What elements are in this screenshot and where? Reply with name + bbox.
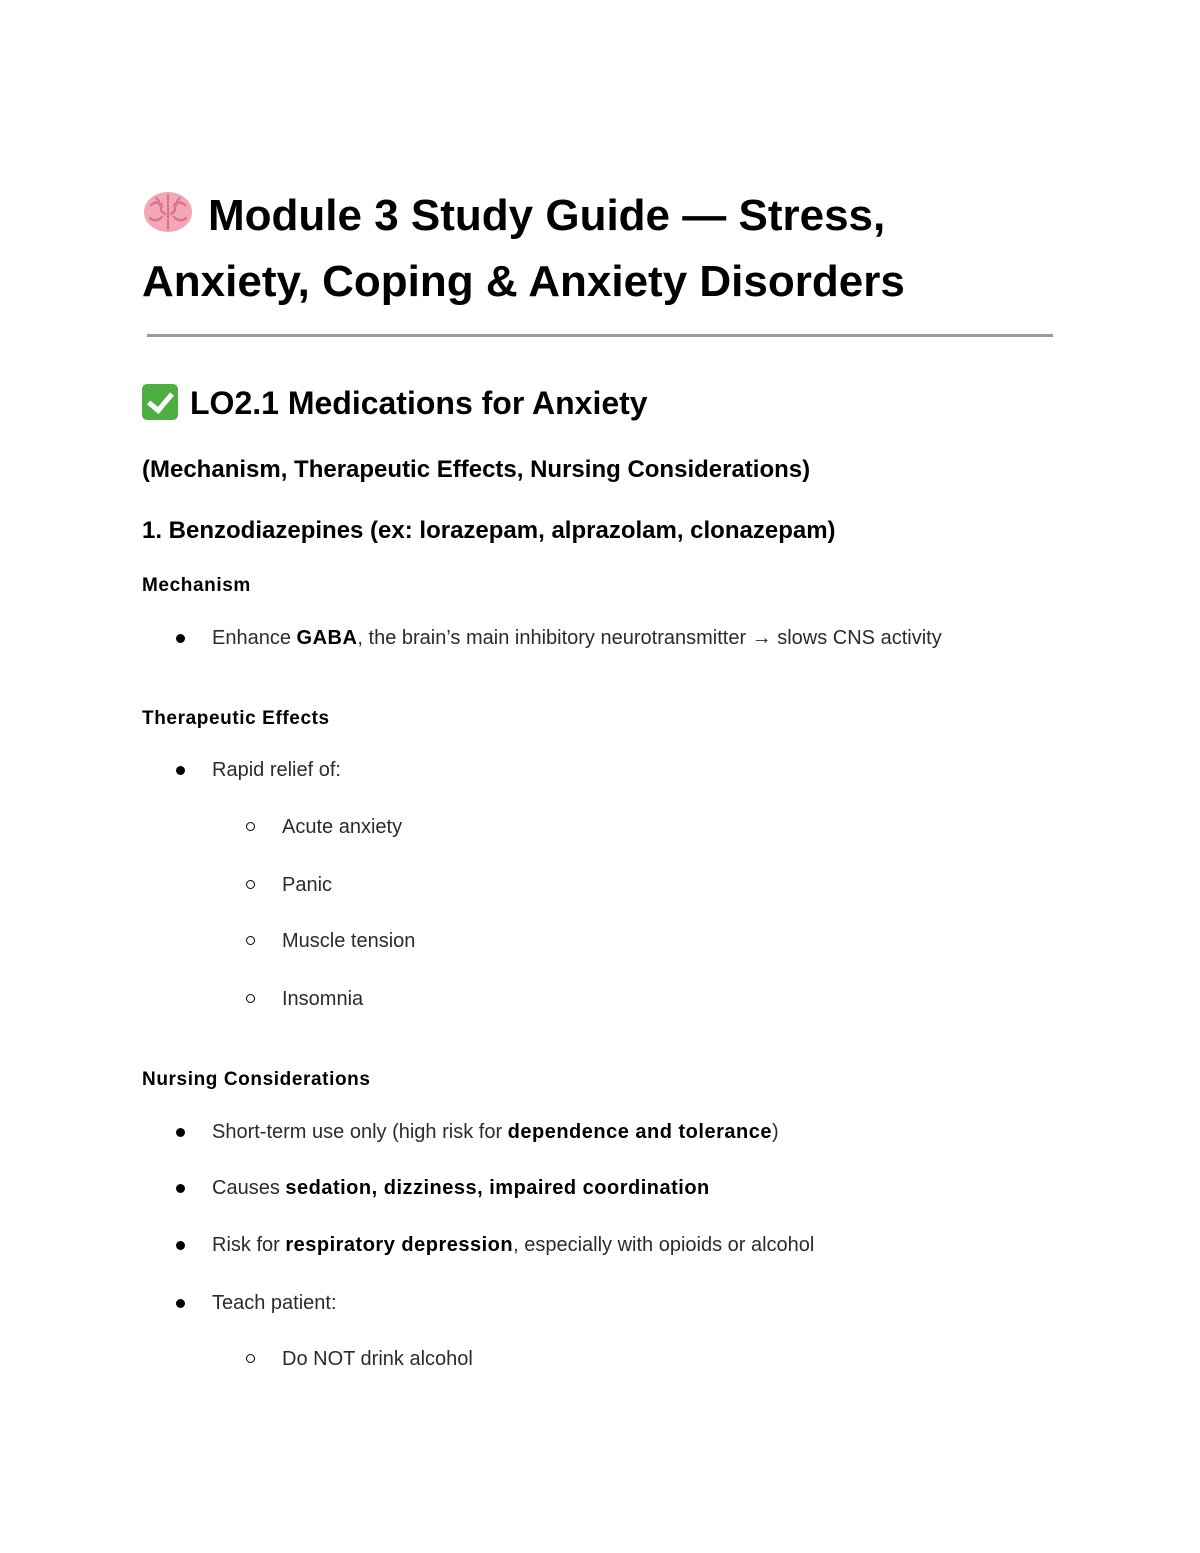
page-title-text-1: Module 3 Study Guide — Stress,	[208, 191, 886, 240]
list-item-bold: GABA	[296, 627, 358, 649]
list-item-text: Causes	[212, 1177, 286, 1199]
section-heading	[142, 383, 648, 423]
page-title	[142, 185, 1102, 312]
list-item-bold: dependence and tolerance	[507, 1121, 772, 1143]
list-item-bold: sedation, dizziness, impaired coordination	[285, 1177, 710, 1199]
bullet-icon	[176, 766, 185, 775]
brain-icon	[142, 189, 194, 251]
sub-list-item	[282, 1346, 473, 1372]
list-item-text: Teach patient:	[212, 1292, 337, 1314]
hollow-bullet-icon	[246, 880, 255, 889]
bullet-icon	[176, 1184, 185, 1193]
list-item-text: , especially with opioids or alcohol	[513, 1234, 815, 1256]
section-subtitle: (Mechanism, Therapeutic Effects, Nursing Considerations)	[142, 456, 811, 483]
page-title-line-2: Anxiety, Coping & Anxiety Disorders	[142, 257, 905, 306]
bullet-icon	[176, 1128, 185, 1137]
sub-list-item-text: Panic	[282, 874, 333, 896]
sub-list-item	[282, 928, 415, 954]
list-item	[212, 1232, 814, 1258]
hollow-bullet-icon	[246, 822, 255, 831]
hollow-bullet-icon	[246, 936, 255, 945]
section-heading-text: LO2.1 Medications for Anxiety	[190, 385, 648, 421]
list-item-text: Short-term use only (high risk for	[212, 1121, 508, 1143]
therapeutic-effects-heading: Therapeutic Effects	[142, 708, 330, 729]
list-item-bold: respiratory depression	[285, 1234, 514, 1256]
sub-list-item	[282, 872, 332, 898]
sub-list-item-text: Acute anxiety	[282, 816, 403, 838]
hollow-bullet-icon	[246, 994, 255, 1003]
drug-class-heading: 1. Benzodiazepines (ex: lorazepam, alprazolam, clonazepam)	[142, 517, 836, 544]
sub-list-item-text: Insomnia	[282, 988, 364, 1010]
list-item	[212, 757, 341, 783]
page-title-line-1	[142, 185, 1102, 251]
list-item	[212, 1175, 710, 1201]
list-item-text: )	[771, 1121, 779, 1143]
list-item	[212, 1290, 337, 1316]
mechanism-heading: Mechanism	[142, 575, 251, 596]
hollow-bullet-icon	[246, 1354, 255, 1363]
bullet-icon	[176, 1299, 185, 1308]
list-item-text: Rapid relief of:	[212, 759, 341, 781]
list-item-text: Risk for	[212, 1234, 286, 1256]
sub-list-item	[282, 814, 402, 840]
bullet-icon	[176, 1241, 185, 1250]
nursing-considerations-heading: Nursing Considerations	[142, 1069, 371, 1090]
bullet-icon	[176, 634, 185, 643]
list-item-text: , the brain’s main inhibitory neurotransmitter → slows CNS activity	[357, 627, 942, 649]
sub-list-item-text: Do NOT drink alcohol	[282, 1348, 473, 1370]
check-mark-icon	[142, 384, 178, 420]
sub-list-item	[282, 986, 363, 1012]
sub-list-item-text: Muscle tension	[282, 930, 416, 952]
list-item	[212, 1119, 779, 1145]
list-item	[212, 625, 942, 651]
horizontal-divider	[147, 334, 1053, 337]
list-item-text: Enhance	[212, 627, 297, 649]
